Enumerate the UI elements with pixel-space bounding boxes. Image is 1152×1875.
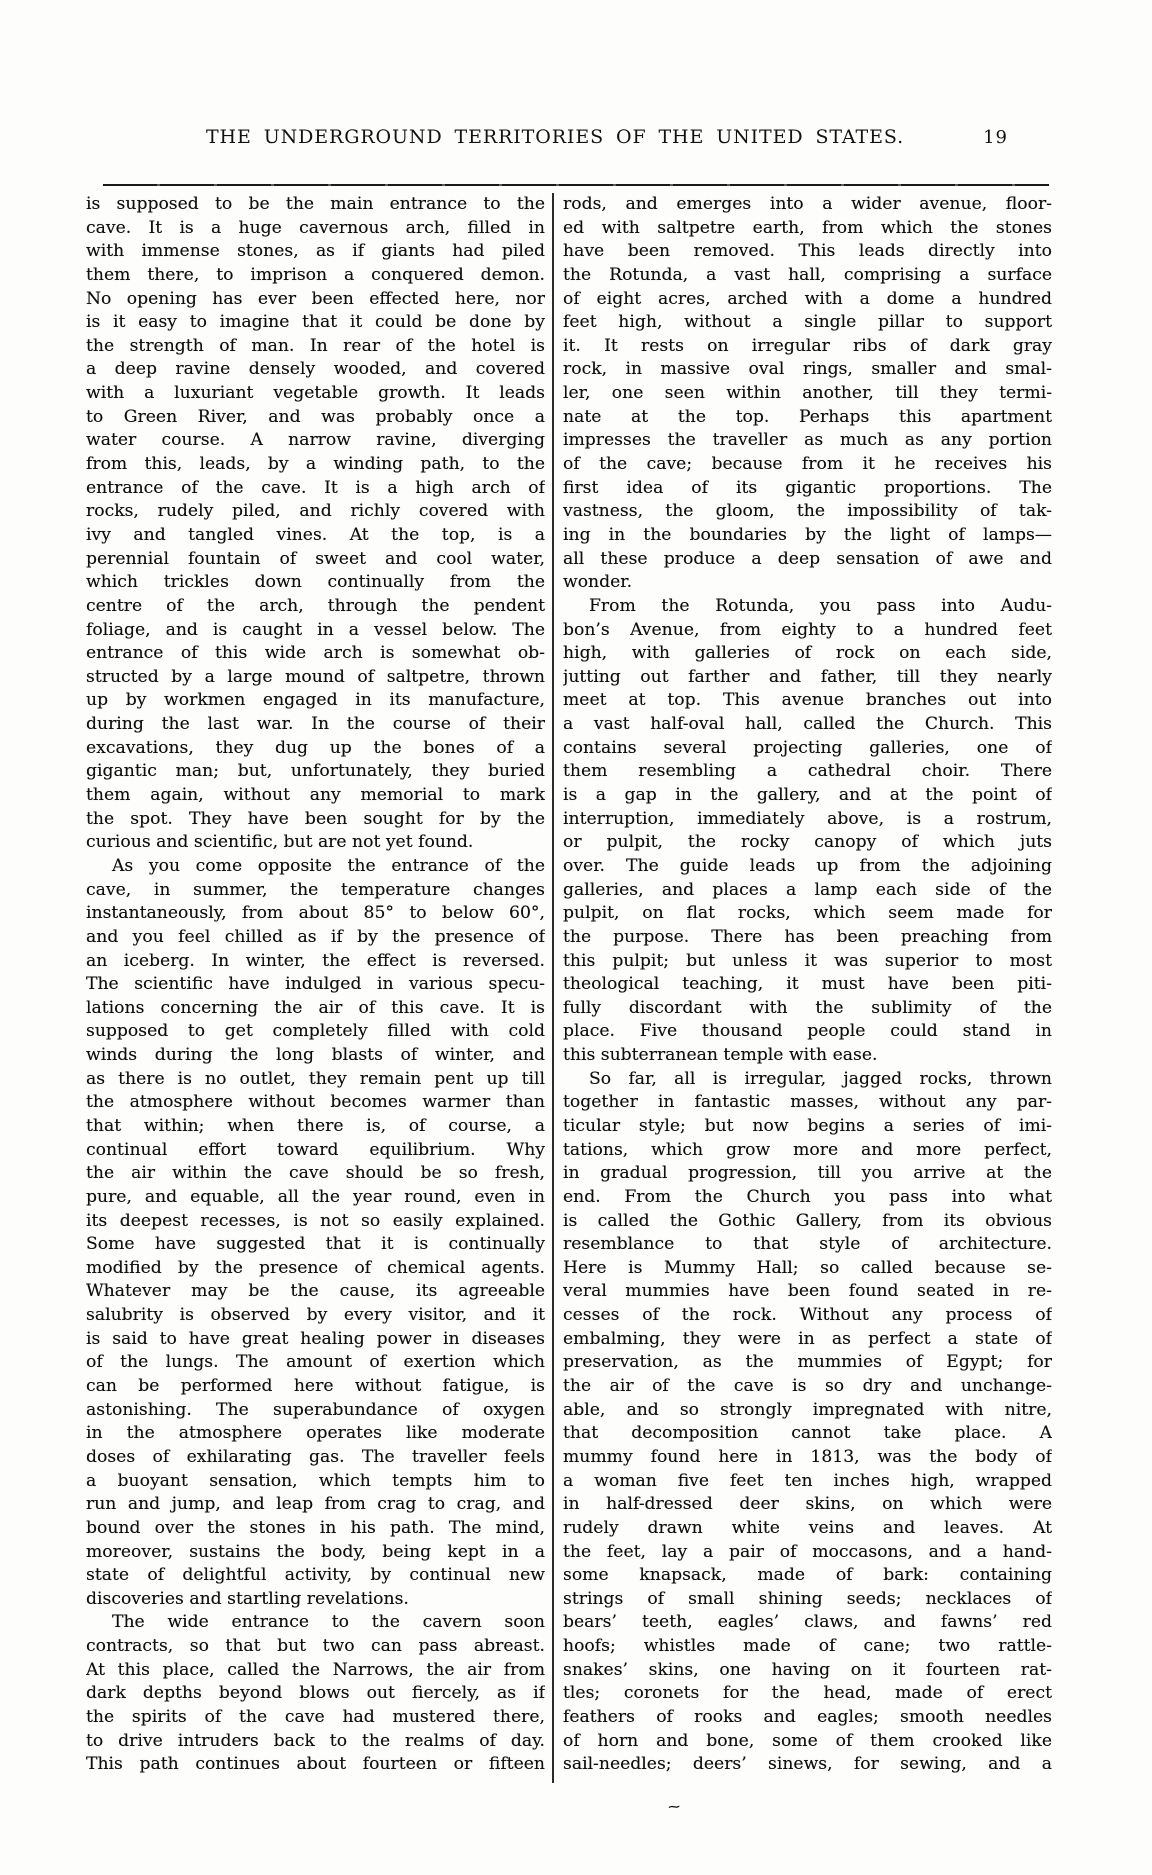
text-line: is supposed to be the main entrance to the — [86, 194, 545, 214]
text-line: all these produce a deep sensation of awe and — [563, 548, 1052, 569]
text-line: The scientific have indulged in various specu- — [86, 974, 545, 995]
text-line: embalming, they were in as perfect a state of — [563, 1328, 1052, 1349]
text-line: some knapsack, made of bark: containing — [563, 1565, 1052, 1586]
text-line: in half-dressed deer skins, on which were — [563, 1494, 1052, 1515]
text-line: excavations, they dug up the bones of a — [86, 737, 545, 758]
text-line: over. The guide leads up from the adjoining — [563, 855, 1052, 876]
column-divider — [552, 193, 554, 1783]
text-line: able, and so strongly impregnated with nitre, — [563, 1399, 1052, 1420]
text-line: doses of exhilarating gas. The traveller feels — [86, 1446, 545, 1467]
text-line: of the cave; because from it he receives his — [563, 454, 1052, 475]
text-line: feathers of rooks and eagles; smooth needles — [563, 1707, 1052, 1727]
text-line: from this, leads, by a winding path, to the — [86, 454, 545, 475]
text-line: The wide entrance to the cavern soon — [112, 1612, 545, 1633]
text-line: rods, and emerges into a wider avenue, floor- — [563, 194, 1052, 214]
text-line: with a luxuriant vegetable growth. It leads — [86, 383, 545, 404]
text-line: galleries, and places a lamp each side of the — [563, 879, 1052, 900]
text-line: water course. A narrow ravine, diverging — [86, 430, 545, 451]
text-line: strings of small shining seeds; necklaces of — [563, 1588, 1052, 1609]
text-line: discoveries and startling revelations. — [86, 1588, 409, 1609]
text-line: This path continues about fourteen or fifteen — [86, 1754, 545, 1775]
text-line: perennial fountain of sweet and cool water, — [86, 548, 545, 569]
text-line: continual effort toward equilibrium. Why — [86, 1139, 545, 1160]
text-line: of horn and bone, some of them crooked like — [563, 1730, 1052, 1751]
text-line: supposed to get completely filled with cold — [86, 1021, 545, 1042]
text-line: contracts, so that but two can pass abreast. — [86, 1636, 545, 1657]
text-line: which trickles down continually from the — [86, 572, 545, 593]
text-line: hoofs; whistles made of cane; two rattle- — [563, 1636, 1052, 1657]
text-line: is said to have great healing power in diseases — [86, 1328, 545, 1349]
text-line: moreover, sustains the body, being kept in a — [86, 1541, 545, 1562]
text-line: a vast half-oval hall, called the Church. This — [563, 714, 1052, 735]
text-line: with immense stones, as if giants had piled — [86, 241, 545, 262]
text-line: it. It rests on irregular ribs of dark gray — [563, 335, 1052, 356]
text-line: run and jump, and leap from crag to crag, and — [86, 1494, 545, 1515]
text-line: them there, to imprison a conquered demon. — [86, 264, 545, 285]
text-line: the spirits of the cave had mustered there, — [86, 1707, 545, 1727]
text-line: and you feel chilled as if by the presence of — [86, 926, 545, 947]
text-line: entrance of the cave. It is a high arch of — [86, 477, 545, 498]
text-line: contains several projecting galleries, one of — [563, 737, 1052, 758]
text-line: Here is Mummy Hall; so called because se- — [563, 1257, 1052, 1278]
text-line: the feet, lay a pair of moccasons, and a hand- — [563, 1541, 1052, 1562]
text-line: during the last war. In the course of their — [86, 714, 545, 735]
text-line: in the atmosphere operates like moderate — [86, 1423, 545, 1444]
text-line: dark depths beyond blows out fiercely, as if — [86, 1683, 545, 1704]
text-line: ing in the boundaries by the light of lamps— — [563, 524, 1052, 545]
text-line: At this place, called the Narrows, the air from — [86, 1659, 545, 1680]
text-line: structed by a large mound of saltpetre, thrown — [86, 666, 545, 687]
text-line: together in fantastic masses, without any par- — [563, 1092, 1052, 1113]
text-line: cave, in summer, the temperature changes — [86, 879, 545, 900]
text-line: the strength of man. In rear of the hotel is — [86, 335, 545, 356]
text-line: gigantic man; but, unfortunately, they buried — [86, 761, 545, 782]
text-line: can be performed here without fatigue, is — [86, 1376, 545, 1397]
text-line: astonishing. The superabundance of oxygen — [86, 1399, 545, 1420]
text-line: rudely drawn white veins and leaves. At — [563, 1517, 1052, 1538]
text-line: the atmosphere without becomes warmer than — [86, 1092, 545, 1113]
text-line: is a gap in the gallery, and at the point of — [563, 785, 1052, 806]
text-line: to Green River, and was probably once a — [86, 406, 545, 427]
text-line: of the lungs. The amount of exertion which — [86, 1352, 545, 1373]
text-line: the air within the cave should be so fresh, — [86, 1163, 545, 1184]
text-line: tations, which grow more and more perfect, — [563, 1139, 1052, 1160]
text-line: tles; coronets for the head, made of erect — [563, 1683, 1052, 1704]
text-line: So far, all is irregular, jagged rocks, thrown — [589, 1068, 1052, 1089]
text-line: nate at the top. Perhaps this apartment — [563, 406, 1052, 427]
text-line: No opening has ever been effected here, nor — [86, 288, 545, 309]
text-line: mummy found here in 1813, was the body of — [563, 1446, 1052, 1467]
text-line: a deep ravine densely wooded, and covered — [86, 359, 545, 380]
text-line: them again, without any memorial to mark — [86, 785, 545, 806]
text-line: them resembling a cathedral choir. There — [563, 761, 1052, 782]
running-title: THE UNDERGROUND TERRITORIES OF THE UNITED STATES. — [205, 126, 905, 148]
text-line: feet high, without a single pillar to support — [563, 312, 1052, 333]
text-line: cave. It is a huge cavernous arch, filled in — [86, 217, 545, 238]
text-line: centre of the arch, through the pendent — [86, 595, 545, 616]
text-line: fully discordant with the sublimity of the — [563, 997, 1052, 1018]
text-line: is called the Gothic Gallery, from its obvious — [563, 1210, 1052, 1231]
right-column — [563, 193, 1052, 1777]
text-line: entrance of this wide arch is somewhat ob- — [86, 643, 545, 664]
text-line: vastness, the gloom, the impossibility of tak- — [563, 501, 1052, 522]
text-line: wonder. — [563, 572, 633, 593]
text-line: snakes’ skins, one having on it fourteen rat- — [563, 1659, 1052, 1680]
text-line: place. Five thousand people could stand in — [563, 1021, 1052, 1042]
text-line: jutting out farther and father, till they nearly — [563, 666, 1052, 687]
text-line: first idea of its gigantic proportions. The — [563, 477, 1052, 498]
text-line: Whatever may be the cause, its agreeable — [86, 1281, 545, 1302]
ink-mark: ~ — [666, 1799, 682, 1815]
text-line: end. From the Church you pass into what — [563, 1186, 1052, 1207]
text-line: the spot. They have been sought for by the — [86, 808, 545, 829]
left-column — [86, 193, 545, 1777]
text-line: ticular style; but now begins a series of imi- — [563, 1115, 1052, 1136]
text-line: state of delightful activity, by continual new — [86, 1565, 545, 1586]
text-line: theological teaching, it must have been piti- — [563, 974, 1052, 995]
text-line: the purpose. There has been preaching from — [563, 926, 1052, 947]
text-line: preservation, as the mummies of Egypt; for — [563, 1352, 1052, 1373]
text-line: in gradual progression, till you arrive at the — [563, 1163, 1052, 1184]
text-line: that decomposition cannot take place. A — [563, 1423, 1052, 1444]
text-line: salubrity is observed by every visitor, and it — [86, 1305, 545, 1326]
text-line: that within; when there is, of course, a — [86, 1115, 545, 1136]
text-line: Some have suggested that it is continually — [86, 1234, 545, 1255]
text-line: bears’ teeth, eagles’ claws, and fawns’ red — [563, 1612, 1052, 1633]
text-line: rocks, rudely piled, and richly covered with — [86, 501, 545, 522]
text-line: lations concerning the air of this cave. It is — [86, 997, 545, 1018]
text-line: modified by the presence of chemical agents. — [86, 1257, 545, 1278]
text-line: or pulpit, the rocky canopy of which juts — [563, 832, 1052, 853]
text-line: this subterranean temple with ease. — [563, 1045, 878, 1066]
text-line: As you come opposite the entrance of the — [112, 855, 545, 876]
text-line: the air of the cave is so dry and unchange- — [563, 1376, 1052, 1397]
text-line: to drive intruders back to the realms of day. — [86, 1730, 545, 1751]
text-line: From the Rotunda, you pass into Audu- — [589, 595, 1052, 616]
text-line: resemblance to that style of architecture. — [563, 1234, 1052, 1255]
text-line: impresses the traveller as much as any portion — [563, 430, 1052, 451]
text-line: ivy and tangled vines. At the top, is a — [86, 524, 545, 545]
text-line: rock, in massive oval rings, smaller and smal- — [563, 359, 1052, 380]
text-line: pure, and equable, all the year round, even in — [86, 1186, 545, 1207]
text-line: veral mummies have been found seated in re- — [563, 1281, 1052, 1302]
text-line: its deepest recesses, is not so easily explained. — [86, 1210, 545, 1231]
text-line: have been removed. This leads directly into — [563, 241, 1052, 262]
text-line: a buoyant sensation, which tempts him to — [86, 1470, 545, 1491]
text-line: an iceberg. In winter, the effect is reversed. — [86, 950, 545, 971]
text-line: the Rotunda, a vast hall, comprising a surface — [563, 264, 1052, 285]
text-line: a woman five feet ten inches high, wrapped — [563, 1470, 1052, 1491]
text-line: sail-needles; deers’ sinews, for sewing, and a — [563, 1754, 1052, 1775]
header-rule — [103, 184, 1049, 186]
text-line: interruption, immediately above, is a rostrum, — [563, 808, 1052, 829]
text-line: meet at top. This avenue branches out into — [563, 690, 1052, 711]
text-line: winds during the long blasts of winter, and — [86, 1045, 545, 1066]
text-line: foliage, and is caught in a vessel below. The — [86, 619, 545, 640]
text-line: ler, one seen within another, till they termi- — [563, 383, 1052, 404]
text-line: bon’s Avenue, from eighty to a hundred feet — [563, 619, 1052, 640]
page-number: 19 — [983, 127, 1008, 148]
text-line: instantaneously, from about 85° to below 60°, — [86, 903, 545, 924]
text-line: cesses of the rock. Without any process of — [563, 1305, 1052, 1326]
text-line: curious and scientific, but are not yet found. — [86, 832, 474, 853]
text-line: high, with galleries of rock on each side, — [563, 643, 1052, 664]
text-line: bound over the stones in his path. The mind, — [86, 1517, 545, 1538]
text-line: up by workmen engaged in its manufacture, — [86, 690, 545, 711]
text-line: is it easy to imagine that it could be done by — [86, 312, 545, 333]
text-line: as there is no outlet, they remain pent up till — [86, 1068, 545, 1089]
text-line: pulpit, on flat rocks, which seem made for — [563, 903, 1052, 924]
text-line: of eight acres, arched with a dome a hundred — [563, 288, 1052, 309]
text-line: ed with saltpetre earth, from which the stones — [563, 217, 1052, 238]
text-line: this pulpit; but unless it was superior to most — [563, 950, 1052, 971]
